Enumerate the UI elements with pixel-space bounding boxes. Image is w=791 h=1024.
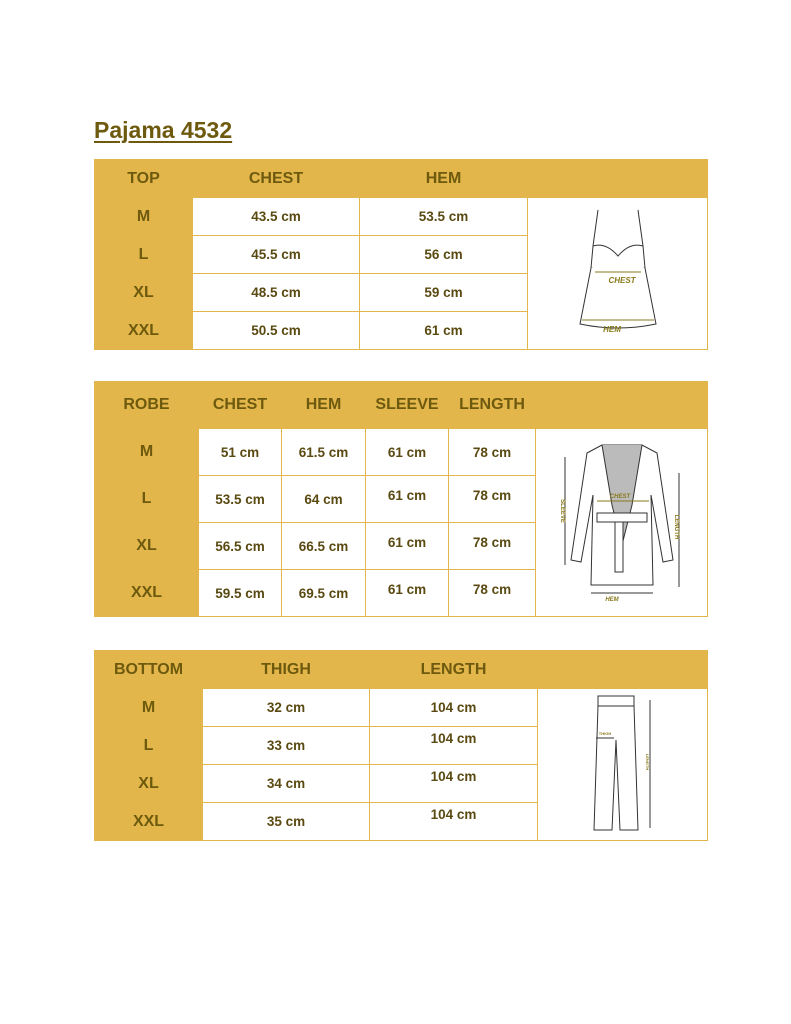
robe-diagram [557,435,687,605]
hem-value: 59 cm [360,274,528,312]
length-value: 104 cm [370,689,538,727]
size-label: XL [95,523,199,570]
hem-value: 61 cm [360,312,528,350]
length-value: 104 cm [370,803,538,841]
col-header-chest: CHEST [193,160,360,198]
col-header-top: TOP [95,160,193,198]
table-row [95,198,708,236]
chest-value: 48.5 cm [193,274,360,312]
size-label: M [95,429,199,476]
thigh-value: 32 cm [203,689,370,727]
col-header-diagram [528,160,708,198]
robe-diagram-cell [536,429,708,617]
chest-value: 59.5 cm [199,570,282,617]
hem-value: 66.5 cm [282,523,366,570]
col-header-length: LENGTH [370,651,538,689]
size-label: L [95,727,203,765]
sleeve-value: 61 cm [366,523,449,570]
table-row [95,429,708,476]
hem-value: 61.5 cm [282,429,366,476]
chest-value: 45.5 cm [193,236,360,274]
chest-value: 50.5 cm [193,312,360,350]
size-label: XXL [95,803,203,841]
hem-value: 64 cm [282,476,366,523]
size-label: XXL [95,570,199,617]
length-diagram-label: LENGTH [644,753,650,770]
top-diagram-cell [528,198,708,350]
size-label: XL [95,274,193,312]
chest-value: 53.5 cm [199,476,282,523]
bottom-diagram-cell [538,689,708,841]
thigh-value: 34 cm [203,765,370,803]
col-header-hem: HEM [360,160,528,198]
sleeve-value: 61 cm [366,429,449,476]
chest-value: 56.5 cm [199,523,282,570]
chest-value: 43.5 cm [193,198,360,236]
hem-value: 53.5 cm [360,198,528,236]
hem-diagram-label: HEM [602,325,621,334]
size-label: L [95,236,193,274]
length-value: 78 cm [449,429,536,476]
col-header-diagram [536,382,708,429]
thigh-value: 35 cm [203,803,370,841]
size-label: XXL [95,312,193,350]
table-row [95,689,708,727]
size-label: L [95,476,199,523]
hem-value: 69.5 cm [282,570,366,617]
bottom-size-table [94,650,708,841]
length-value: 104 cm [370,727,538,765]
thigh-diagram-label: THIGH [598,730,611,736]
length-value: 78 cm [449,523,536,570]
camisole-diagram [568,206,668,336]
col-header-hem: HEM [282,382,366,429]
page-title: Pajama 4532 [94,117,233,143]
chest-diagram-label: CHEST [607,276,636,285]
col-header-sleeve: SLEEVE [366,382,449,429]
size-label: M [95,689,203,727]
chest-diagram-label: CHEST [609,494,630,500]
length-value: 104 cm [370,765,538,803]
sleeve-value: 61 cm [366,570,449,617]
col-header-diagram [538,651,708,689]
length-value: 78 cm [449,476,536,523]
sleeve-diagram-label: SLEEVE [558,499,565,523]
hem-diagram-label: HEM [604,597,619,603]
col-header-thigh: THIGH [203,651,370,689]
robe-size-table [94,381,708,617]
col-header-bottom: BOTTOM [95,651,203,689]
col-header-chest: CHEST [199,382,282,429]
col-header-robe: ROBE [95,382,199,429]
size-label: M [95,198,193,236]
sleeve-value: 61 cm [366,476,449,523]
pants-diagram [578,690,668,835]
hem-value: 56 cm [360,236,528,274]
size-label: XL [95,765,203,803]
thigh-value: 33 cm [203,727,370,765]
length-diagram-label: LENGTH [672,514,679,540]
col-header-length: LENGTH [449,382,536,429]
chest-value: 51 cm [199,429,282,476]
length-value: 78 cm [449,570,536,617]
top-size-table [94,159,708,350]
